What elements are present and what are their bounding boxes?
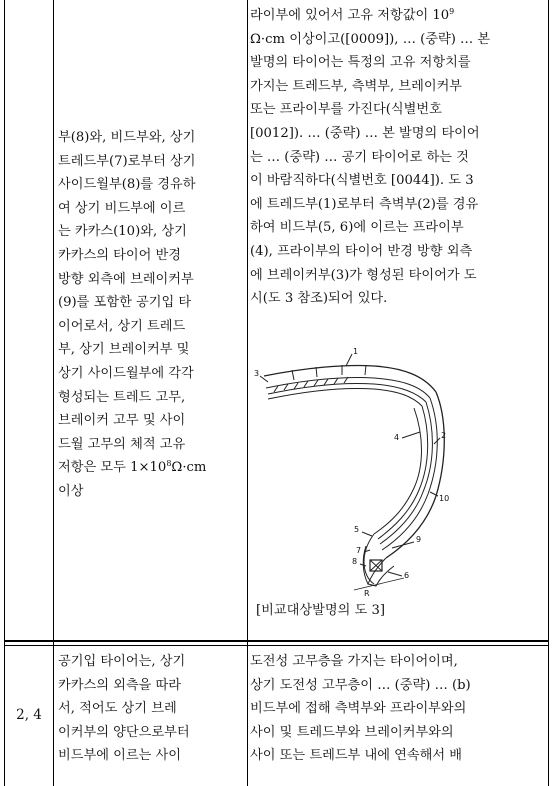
fig-label-9: 9 (416, 535, 422, 544)
figure-caption: [비교대상발명의 도 3] (256, 603, 385, 618)
claim-text-row2: 공기입 타이어는, 상기 카카스의 외측을 따라 서, 적어도 상기 브레 이커부의 양단으로부터 비드부에 이르는 사이 (58, 654, 190, 764)
claim-number-row2: 2, 4 (16, 707, 42, 723)
tire-cross-section-figure (254, 346, 454, 596)
table-left-border (4, 0, 5, 786)
fig-label-7: 7 (356, 546, 362, 555)
claim-text-row1: 부(8)와, 비드부와, 상기 트레드부(7)로부터 상기 사이드월부(8)를 경유하 여 상기 비드부에 이르 는 카카스(10)와, 상기 카카스의 타이어 반경 방향 외측에 브레이커부 (9)를 포함한 공기입 타 이어로서, 상기 트레드 부, 상기 브레이커부 및 상기 사이드월부에 각각 형성되는 트레드 고무, 브레이커 고무 및 사이 드월 고무의 체적 고유 저항은 모두 $1\times 10^8\Omega\cdot cm$ 이상 (58, 130, 207, 499)
prior-art-text-row2: 도전성 고무층을 가지는 타이어이며, 상기 도전성 고무층이 … (중략) … (b) 비드부에 접해 측벽부와 프라이부와의 사이 및 트레드부와 브레이커부와의 사이 또는 트레드부 내에 연속해서 배 (250, 654, 471, 764)
column-divider-1 (53, 0, 54, 786)
prior-art-text-row1: 라이부에 있어서 고유 저항값이 $10^9$ Ω·cm 이상이고([0009]), … (중략) … 본 발명의 타이어는 특정의 고유 저항치를 가지는 트레드부, 측벽부, 브레이커부 또는 프라이부를 가진다(식별번호 [0012]). … (중략) … 본 발명의 타이어 는 … (중략) … 공기 타이어로 하는 것 이 바람직하다(식별번호 [0044]). 도 3 에 트레드부(1)로부터 측벽부(2)를 경유 하여 비드부(5, 6)에 이르는 프라이부 (4), 프라이부의 타이어 반경 방향 외측 에 브레이커부(3)가 형성된 타이어가 도 시(도 3 참조)되어 있다. (250, 7, 491, 307)
fig-label-2: 2 (441, 431, 447, 440)
fig-label-R: R (364, 589, 370, 596)
fig-label-3: 3 (254, 369, 260, 378)
column-divider-2 (247, 0, 248, 786)
row-divider (4, 640, 549, 642)
fig-label-6: 6 (404, 571, 410, 580)
fig-label-10: 10 (439, 494, 450, 503)
fig-label-5: 5 (354, 525, 360, 534)
fig-label-8: 8 (352, 557, 358, 566)
row-divider-inner (4, 645, 549, 646)
fig-label-1: 1 (353, 347, 359, 356)
fig-label-4: 4 (394, 433, 400, 442)
table-right-border (548, 0, 549, 786)
